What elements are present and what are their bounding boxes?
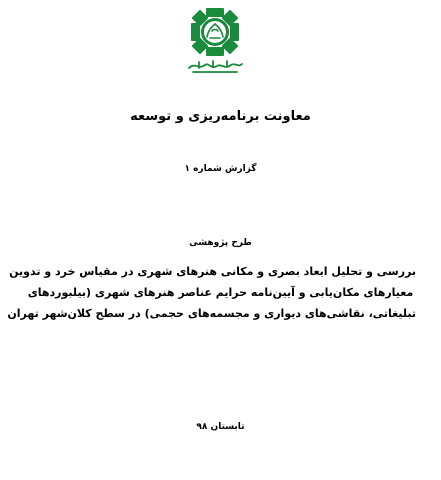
research-title-line-3: تبلیغاتی، نقاشی‌های دیواری و مجسمه‌های حجمی) در سطح کلان‌شهر تهران — [7, 307, 416, 320]
logo-emblem-icon — [185, 8, 245, 76]
publication-date: تابستان ۹۸ — [196, 422, 245, 432]
research-plan-label: طرح پژوهشی — [189, 238, 252, 248]
report-number: گزارش شماره ۱ — [184, 164, 257, 174]
research-title-line-1: بررسی و تحلیل ابعاد بصری و مکانی هنرهای شهری در مقیاس خرد و تدوین — [9, 265, 416, 278]
research-title — [7, 261, 416, 324]
organization-logo — [185, 8, 245, 76]
deputy-heading: معاونت برنامه‌ریزی و توسعه — [130, 109, 311, 124]
research-title-line-2: معیارهای مکان‌یابی و آیین‌نامه حرایم عناصر هنرهای شهری (بیلبوردهای — [27, 286, 414, 299]
